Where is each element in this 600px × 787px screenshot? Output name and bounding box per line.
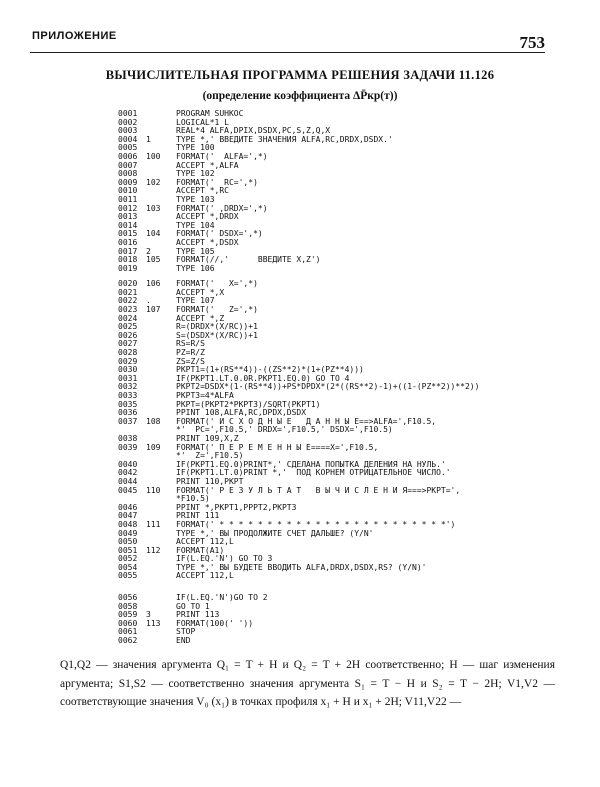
code-line: [118, 222, 558, 231]
line-number: 0032: [118, 382, 138, 392]
line-number: 0012: [118, 203, 138, 213]
code-line: [118, 564, 558, 573]
line-number: 0035: [118, 399, 138, 409]
code-line: [118, 435, 558, 444]
statement-text: IF(PKPT1.LT.0)PRINT *,' ПОД КОРНЕМ ОТРИЦАТЕЛЬНОЕ ЧИСЛО.': [176, 469, 451, 478]
line-number: 0054: [118, 562, 138, 572]
statement-text: TYPE *,' ВЫ БУДЕТЕ ВВОДИТЬ ALFA,DRDX,DSDX,RS? (Y/N)': [176, 563, 427, 572]
statement-text: REAL*4 ALFA,DPIX,DSDX,PC,S,Z,Q,X: [176, 127, 331, 136]
statement-text: PRINT 109,X,Z: [176, 434, 239, 443]
statement-label: 111: [146, 519, 161, 529]
statement-label: [146, 315, 176, 324]
line-number: 0016: [118, 237, 138, 247]
statement-label: 106: [146, 279, 161, 289]
statement-text: *' Z=',F10.5): [176, 452, 244, 461]
statement-text: RS=R/S: [176, 340, 205, 349]
program-subtitle: (определение коэффициента ΔP̄кр(т)): [202, 90, 398, 102]
line-number: 0051: [118, 545, 138, 555]
line-number: 0060: [118, 618, 138, 628]
statement-text: IF(PKPT1.LT.0.0R.PKPT1.EQ.0) GO TO 4: [176, 374, 350, 383]
code-line: [118, 383, 558, 392]
statement-text: TYPE 106: [176, 264, 215, 273]
statement-label: [146, 628, 176, 637]
line-number: 0017: [118, 246, 138, 256]
code-line: [118, 530, 558, 539]
code-line: [118, 478, 558, 487]
statement-text: END: [176, 637, 191, 646]
statement-label: [146, 366, 176, 375]
line-number: 0008: [118, 169, 138, 179]
statement-label: [146, 461, 176, 470]
statement-text: ACCEPT *,Z: [176, 314, 225, 323]
statement-text: PRINT 110,PKPT: [176, 477, 244, 486]
line-number: 0031: [118, 373, 138, 383]
statement-label: [146, 119, 176, 128]
statement-label: [146, 349, 176, 358]
statement-label: 107: [146, 305, 161, 315]
statement-text: ACCEPT *,DSDX: [176, 238, 239, 247]
code-line: [118, 495, 558, 504]
statement-text: PROGRAM SUHKOC: [176, 110, 244, 118]
statement-label: 100: [146, 151, 161, 161]
code-line: [118, 265, 558, 274]
code-line: [118, 196, 558, 205]
code-line: [118, 349, 558, 358]
code-line: [118, 521, 558, 530]
line-number: 0005: [118, 143, 138, 153]
code-line: [118, 144, 558, 153]
code-line: [118, 187, 558, 196]
code-line: [118, 205, 558, 214]
statement-text: S=(DSDX*(X/RC))+1: [176, 331, 258, 340]
line-number: 0048: [118, 519, 138, 529]
statement-text: PKPT=(PKPT2*PKPT3)/SQRT(PKPT1): [176, 400, 321, 409]
line-number: 0013: [118, 212, 138, 222]
statement-text: PRINT 113: [176, 611, 220, 620]
statement-text: *' PC=',F10.5,' DRDX=',F10.5,' DSDX=',F10.5): [176, 426, 393, 435]
line-number: 0042: [118, 468, 138, 478]
code-line: [118, 426, 558, 435]
line-number: 0037: [118, 416, 138, 426]
statement-label: 112: [146, 545, 161, 555]
code-line: [118, 340, 558, 349]
statement-label: [146, 555, 176, 564]
line-number: 0025: [118, 322, 138, 332]
statement-text: FORMAT(' Р Е З У Л Ь Т А Т В Ы Ч И С Л Е Н И Я===>PKPT=',: [176, 486, 461, 495]
statement-label: 103: [146, 203, 161, 213]
statement-text: FORMAT(' ALFA=',*): [176, 152, 268, 161]
line-number: 0059: [118, 610, 138, 620]
code-line: [118, 119, 558, 128]
line-number: 0009: [118, 177, 138, 187]
statement-text: FORMAT(//,' ВВЕДИТЕ X,Z'): [176, 256, 321, 265]
code-line: [118, 289, 558, 298]
line-number: 0026: [118, 330, 138, 340]
statement-text: FORMAT(100(' ')): [176, 619, 254, 628]
code-line: [118, 555, 558, 564]
line-number: 0058: [118, 601, 138, 611]
statement-label: [146, 401, 176, 410]
code-line: [118, 230, 558, 239]
line-number: 0011: [118, 194, 138, 204]
code-line: [118, 487, 558, 496]
statement-label: [146, 469, 176, 478]
statement-label: 2: [146, 246, 151, 256]
code-line: [118, 637, 558, 646]
statement-label: [146, 332, 176, 341]
code-line: [118, 306, 558, 315]
code-line: [118, 239, 558, 248]
statement-text: ZS=Z/S: [176, 357, 205, 366]
code-line: [118, 504, 558, 513]
statement-label: [146, 392, 176, 401]
code-line: [118, 620, 558, 629]
statement-text: TYPE *,' ВВЕДИТЕ ЗНАЧЕНИЯ ALFA,RC,DRDX,DSDX.': [176, 135, 393, 144]
statement-label: [146, 110, 176, 119]
statement-text: PPINT *,PKPT1,PPPT2,PKPT3: [176, 503, 297, 512]
line-number: 0047: [118, 511, 138, 521]
statement-text: FORMAT(' ,DRDX=',*): [176, 204, 268, 213]
line-number: 0046: [118, 502, 138, 512]
code-line: [118, 248, 558, 257]
code-line: [118, 332, 558, 341]
statement-text: TYPE 103: [176, 195, 215, 204]
line-number: 0021: [118, 287, 138, 297]
line-number: 0062: [118, 636, 138, 646]
code-line: [118, 538, 558, 547]
line-number: 0039: [118, 442, 138, 452]
statement-label: .: [146, 296, 151, 306]
statement-text: *F10.5): [176, 495, 210, 504]
statement-label: [146, 637, 176, 646]
line-number: 0010: [118, 186, 138, 196]
statement-label: 102: [146, 177, 161, 187]
line-number: 0055: [118, 571, 138, 581]
line-number: 0030: [118, 365, 138, 375]
statement-text: IF(L.EQ.'N') GO TO 3: [176, 555, 273, 564]
line-number: 0038: [118, 433, 138, 443]
statement-text: ACCEPT *,ALFA: [176, 161, 239, 170]
line-number: 0018: [118, 255, 138, 265]
statement-label: [146, 594, 176, 603]
statement-label: [146, 572, 176, 581]
line-number: 0056: [118, 593, 138, 603]
statement-label: [146, 426, 176, 435]
code-line: [118, 401, 558, 410]
statement-text: PKPT3=4*ALFA: [176, 392, 234, 400]
line-number: 0002: [118, 117, 138, 127]
line-number: 0004: [118, 134, 138, 144]
code-line: [118, 461, 558, 470]
line-number: 0049: [118, 528, 138, 538]
statement-label: [146, 187, 176, 196]
statement-label: [146, 530, 176, 539]
statement-label: 3: [146, 610, 151, 620]
line-number: 0044: [118, 476, 138, 486]
line-number: 0028: [118, 348, 138, 358]
line-number: 0006: [118, 151, 138, 161]
statement-text: R=(DRDX*(X/RC))+1: [176, 323, 258, 332]
code-line: [118, 611, 558, 620]
line-number: 0015: [118, 229, 138, 239]
statement-text: TYPE 102: [176, 170, 215, 179]
code-line: [118, 127, 558, 136]
line-number: 0040: [118, 459, 138, 469]
footer-text: Q1,Q2 — значения аргумента Q₁ = T + H и Q₂ = T + 2H соответственно; H — шаг изменения аргумента; S1,S2 — соответственно значения аргумента S₁ = T − H и S₂ = T − 2H; V1,V2 — соответствующие значения V₀ (x₁) в точках профиля x₁ + H и x₁ + 2H; V11,V22 —: [60, 659, 555, 708]
code-line: [118, 170, 558, 179]
code-line: [118, 136, 558, 145]
statement-text: FORMAT(' И С Х О Д Н Ы Е Д А Н Н Ы Е==>ALFA=',F10.5,: [176, 417, 437, 426]
line-number: 0036: [118, 408, 138, 418]
fortran-listing: [118, 110, 558, 646]
line-number: 0019: [118, 263, 138, 273]
code-line: [118, 603, 558, 612]
statement-text: IF(PKPT1.EQ.0)PRINT*,' СДЕЛАНА ПОПЫТКА ДЕЛЕНИЯ НА НУЛЬ.': [176, 460, 446, 469]
code-line: [118, 366, 558, 375]
line-number: 0052: [118, 554, 138, 564]
statement-label: 113: [146, 618, 161, 628]
statement-text: LOGICAL*1 L: [176, 118, 229, 127]
statement-label: [146, 504, 176, 513]
line-number: 0027: [118, 339, 138, 349]
code-line: [118, 358, 558, 367]
statement-label: 1: [146, 134, 151, 144]
code-line: [118, 153, 558, 162]
running-header: ПРИЛОЖЕНИЕ: [32, 30, 117, 42]
statement-label: [146, 375, 176, 384]
code-line: [118, 409, 558, 418]
statement-label: [146, 213, 176, 222]
statement-text: FORMAT(A1): [176, 546, 225, 555]
statement-label: [146, 162, 176, 171]
line-number: 0022: [118, 296, 138, 306]
footer-paragraph: [60, 656, 555, 712]
line-number: 0050: [118, 537, 138, 547]
code-line: [118, 213, 558, 222]
statement-text: ACCEPT *,X: [176, 288, 225, 297]
line-number: 0003: [118, 126, 138, 136]
code-line: [118, 375, 558, 384]
statement-text: ACCEPT *,DRDX: [176, 213, 239, 222]
code-line: [118, 297, 558, 306]
statement-text: TYPE *,' ВЫ ПРОДОЛЖИТЕ СЧЕТ ДАЛЬШЕ? (Y/N': [176, 529, 374, 538]
code-line: [118, 469, 558, 478]
line-number: 0023: [118, 305, 138, 315]
code-line: [118, 323, 558, 332]
line-number: 0045: [118, 485, 138, 495]
code-line: [118, 392, 558, 401]
statement-text: ACCEPT *,RC: [176, 187, 229, 196]
code-line: [118, 162, 558, 171]
statement-text: FORMAT(' П Е Р Е М Е Н Н Ы Е====X=',F10.5,: [176, 443, 379, 452]
statement-text: FORMAT(' Z=',*): [176, 306, 258, 315]
code-line: [118, 512, 558, 521]
statement-label: [146, 265, 176, 274]
statement-text: TYPE 107: [176, 297, 215, 306]
line-number: 0029: [118, 356, 138, 366]
statement-text: TYPE 100: [176, 144, 215, 153]
code-line: [118, 594, 558, 603]
line-number: 0024: [118, 313, 138, 323]
line-number: 0020: [118, 279, 138, 289]
statement-label: 110: [146, 485, 161, 495]
program-title: ВЫЧИСЛИТЕЛЬНАЯ ПРОГРАММА РЕШЕНИЯ ЗАДАЧИ 11.126: [105, 68, 495, 82]
code-line: [118, 418, 558, 427]
line-number: 0007: [118, 160, 138, 170]
statement-label: [146, 495, 176, 504]
statement-text: FORMAT(' RC=',*): [176, 178, 258, 187]
code-line: [118, 572, 558, 581]
statement-label: [146, 452, 176, 461]
statement-text: FORMAT(' X=',*): [176, 280, 258, 289]
statement-text: STOP: [176, 628, 196, 637]
statement-text: TYPE 105: [176, 247, 215, 256]
code-line: [118, 452, 558, 461]
line-number: 0001: [118, 109, 138, 118]
statement-text: FORMAT(' DSDX=',*): [176, 230, 263, 239]
statement-text: TYPE 104: [176, 221, 215, 230]
code-line: [118, 315, 558, 324]
statement-label: [146, 564, 176, 573]
code-line: [118, 547, 558, 556]
code-line: [118, 628, 558, 637]
header-rule: [30, 52, 545, 53]
statement-text: PPINT 108,ALFA,RC,DPDX,DSDX: [176, 409, 307, 418]
statement-label: [146, 358, 176, 367]
statement-text: ACCEPT 112,L: [176, 572, 234, 581]
line-number: 0033: [118, 391, 138, 400]
statement-label: [146, 340, 176, 349]
line-number: 0061: [118, 627, 138, 637]
statement-text: PRINT 111: [176, 512, 220, 521]
line-number: 0014: [118, 220, 138, 230]
statement-text: FORMAT(' * * * * * * * * * * * * * * * * * * * * * * * *'): [176, 520, 456, 529]
statement-label: [146, 323, 176, 332]
code-line: [118, 110, 558, 119]
statement-label: 105: [146, 255, 161, 265]
statement-label: [146, 383, 176, 392]
statement-text: PZ=R/Z: [176, 349, 205, 358]
code-line: [118, 280, 558, 289]
statement-text: ACCEPT 112,L: [176, 538, 234, 547]
statement-label: 108: [146, 416, 161, 426]
statement-text: PKPT2=DSDX*(1-(RS**4))+PS*DPDX*(2*((RS**2)-1)+((1-(PZ**2))**2)): [176, 383, 480, 392]
statement-text: IF(L.EQ.'N')GO TO 2: [176, 594, 268, 603]
statement-text: PKPT1=(1+(RS**4))-((ZS**2)*(1+(PZ**4))): [176, 366, 364, 375]
statement-text: GO TO 1: [176, 602, 210, 611]
code-line: [118, 256, 558, 265]
statement-label: 104: [146, 229, 161, 239]
code-line: [118, 179, 558, 188]
page-number: 753: [519, 33, 545, 52]
statement-label: 109: [146, 442, 161, 452]
code-line: [118, 444, 558, 453]
